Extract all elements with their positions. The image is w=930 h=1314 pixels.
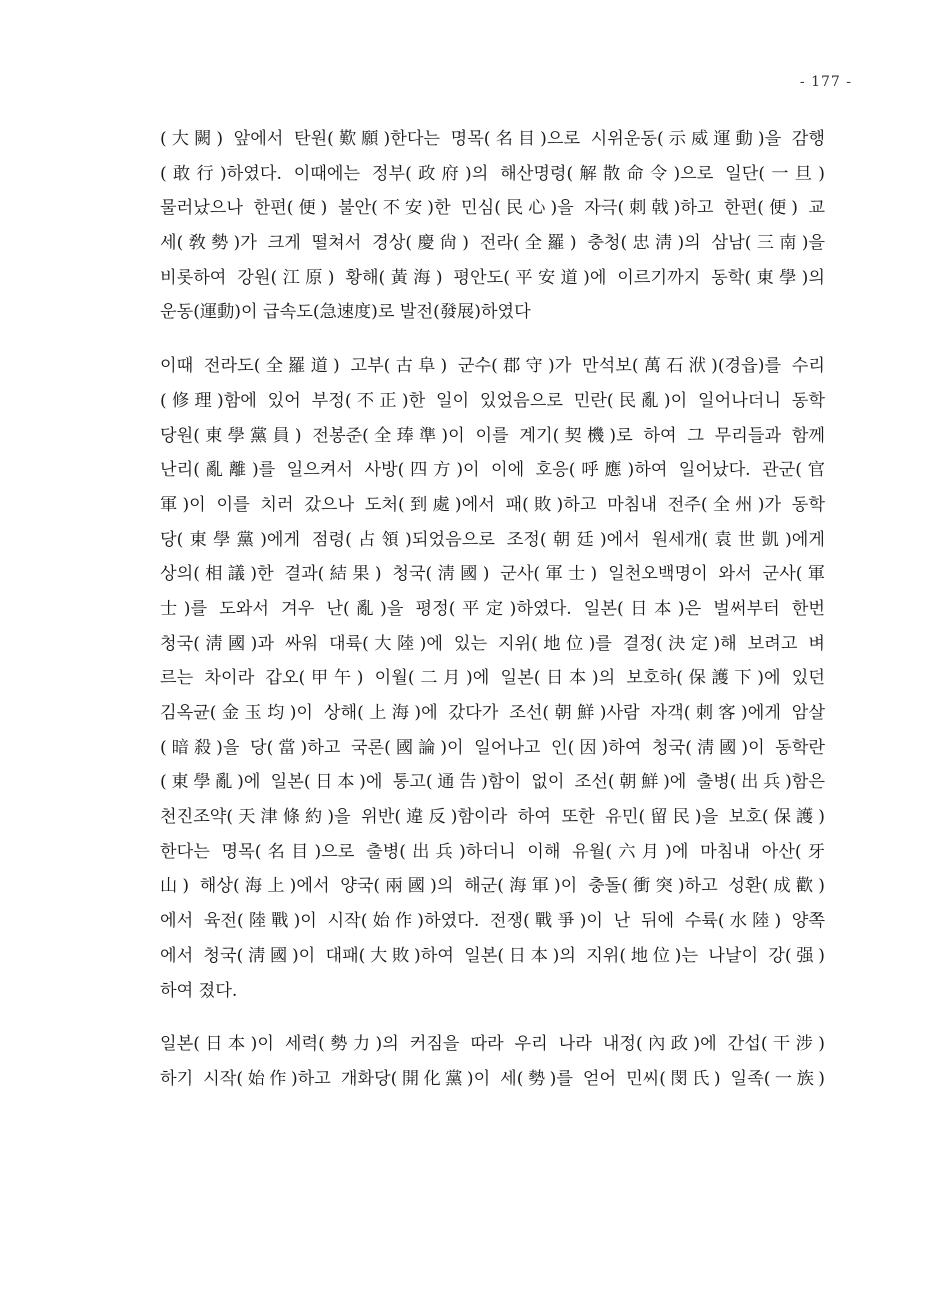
text-line: 난리(亂離)를 일으켜서 사방(四方)이 이에 호응(呼應)하여 일어났다. 관군(官: [160, 460, 825, 481]
text-line: 비롯하여 강원(江原) 황해(黃海) 평안도(平安道)에 이르기까지 동학(東學)의: [160, 267, 825, 288]
paragraph-2: [160, 349, 825, 1008]
text-line: 르는 차이라 갑오(甲午) 이월(二月)에 일본(日本)의 보호하(保護下)에 있던: [160, 668, 825, 689]
text-line: 물러났으나 한편(便) 불안(不安)한 민심(民心)을 자극(刺戟)하고 한편(便) 교: [160, 198, 825, 219]
text-line: 당원(東學黨員) 전봉준(全琫準)이 이를 계기(契機)로 하여 그 무리들과 함께: [160, 425, 825, 446]
text-line: 하기 시작(始作)하고 개화당(開化黨)이 세(勢)를 얻어 민씨(閔氏) 일족(一族): [160, 1068, 825, 1089]
text-line: 이때 전라도(全羅道) 고부(古阜) 군수(郡守)가 만석보(萬石洑)(경읍)를 수리: [160, 356, 825, 377]
paragraph-1: [160, 122, 825, 330]
text-line: 세(敎勢)가 크게 떨쳐서 경상(慶尙) 전라(全羅) 충청(忠淸)의 삼남(三南)을: [160, 233, 825, 254]
text-line: (敢行)하였다. 이때에는 정부(政府)의 해산명령(解散命令)으로 일단(一旦): [160, 163, 825, 184]
document-body: [160, 122, 825, 1116]
text-line: 士)를 도와서 겨우 난(亂)을 평정(平定)하였다. 일본(日本)은 벌써부터 한번: [160, 598, 825, 619]
text-line: 천진조약(天津條約)을 위반(違反)함이라 하여 또한 유민(留民)을 보호(保護): [160, 807, 825, 828]
text-line: 하여 졌다.: [160, 980, 238, 1001]
text-line: (東學亂)에 일본(日本)에 통고(通告)함이 없이 조선(朝鮮)에 출병(出兵)함은: [160, 772, 825, 793]
text-line: 軍)이 이를 치러 갔으나 도처(到處)에서 패(敗)하고 마침내 전주(全州)가 동학: [160, 494, 825, 515]
text-line: 山) 해상(海上)에서 양국(兩國)의 해군(海軍)이 충돌(衝突)하고 성환(成歡): [160, 876, 825, 897]
text-line: 일본(日本)이 세력(勢力)의 커짐을 따라 우리 나라 내정(內政)에 간섭(干涉): [160, 1034, 825, 1055]
text-line: 당(東學黨)에게 점령(占領)되었음으로 조정(朝廷)에서 원세개(袁世凱)에게: [160, 529, 825, 550]
text-line: 에서 청국(淸國)이 대패(大敗)하여 일본(日本)의 지위(地位)는 나날이 강(强): [160, 945, 825, 966]
text-line: (大闕) 앞에서 탄원(歎願)한다는 명목(名目)으로 시위운동(示威運動)을 감행: [160, 129, 825, 149]
page-number: - 177 -: [799, 74, 852, 90]
paragraph-3: [160, 1027, 825, 1096]
text-line: 김옥균(金玉均)이 상해(上海)에 갔다가 조선(朝鮮)사람 자객(刺客)에게 암살: [160, 703, 825, 723]
text-line: (暗殺)을 당(當)하고 국론(國論)이 일어나고 인(因)하여 청국(淸國)이 동학란: [160, 737, 825, 758]
text-line: (修理)함에 있어 부정(不正)한 일이 있었음으로 민란(民亂)이 일어나더니 동학: [160, 390, 825, 411]
text-line: 한다는 명목(名目)으로 출병(出兵)하더니 이해 유월(六月)에 마침내 아산(牙: [160, 841, 825, 862]
text-line: 청국(淸國)과 싸워 대륙(大陸)에 있는 지위(地位)를 결정(決定)해 보려고 벼: [160, 633, 825, 654]
text-line: 운동(運動)이 급속도(急速度)로 발전(發展)하였다: [160, 302, 531, 323]
text-line: 상의(相議)한 결과(結果) 청국(淸國) 군사(軍士) 일천오백명이 와서 군사(軍: [160, 564, 825, 585]
text-line: 에서 육전(陸戰)이 시작(始作)하였다. 전쟁(戰爭)이 난 뒤에 수륙(水陸) 양쪽: [160, 911, 825, 932]
